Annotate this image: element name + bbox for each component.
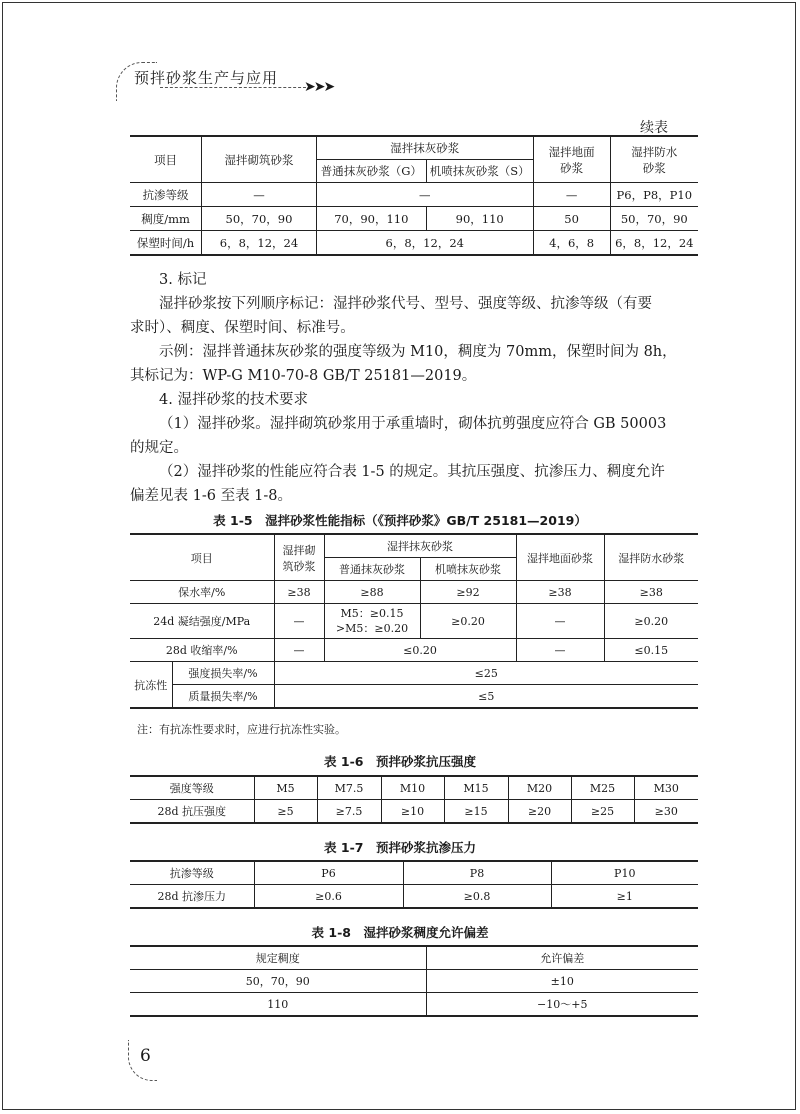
page-number: 6 — [140, 1046, 151, 1066]
header-masonry-line1: 湿拌砌 — [282, 543, 316, 557]
table-1-7 — [130, 860, 698, 909]
paragraph-line: 偏差见表 1-6 至表 1-8。 — [130, 488, 293, 504]
paragraph-line: （1）湿拌砂浆。湿拌砌筑砂浆用于承重墙时，砌体抗剪强度应符合 GB 50003 — [159, 416, 667, 432]
header-cell: M5 — [254, 776, 317, 800]
paragraph-line: 的规定。 — [130, 440, 188, 456]
cell-item: 24d 凝结强度/MPa — [130, 604, 274, 639]
cell-plaster-g-line1: M5：≥0.15 — [340, 607, 404, 620]
paragraph-line: 其标记为：WP-G M10-70-8 GB/T 25181—2019。 — [130, 368, 477, 384]
cell: ≥25 — [571, 800, 634, 824]
header-cell-water: 湿拌防水砂浆 — [604, 534, 698, 581]
cell-plaster: ≤0.20 — [324, 639, 516, 662]
cell-item: 质量损失率/% — [172, 685, 274, 709]
cell: 50，70，90 — [130, 970, 426, 993]
table-1-7-caption: 表 1-7 预拌砂浆抗渗压力 — [324, 840, 476, 855]
paragraph-line: （2）湿拌砂浆的性能应符合表 1-5 的规定。其抗压强度、抗渗压力、稠度允许 — [159, 464, 665, 480]
table-1-8-caption: 表 1-8 湿拌砂浆稠度允许偏差 — [311, 925, 489, 940]
header-dashed-line — [160, 87, 306, 88]
header-cell-plaster: 湿拌抹灰砂浆 — [316, 136, 533, 160]
cell: −10～+5 — [426, 993, 698, 1017]
cell-plaster-g: ≥88 — [324, 581, 420, 604]
cell-item: 稠度/mm — [130, 207, 202, 231]
header-cell-masonry — [274, 534, 324, 581]
table-1-5 — [130, 533, 698, 709]
cell: 28d 抗渗压力 — [130, 885, 254, 909]
header-water-line1: 湿拌防水 — [631, 144, 678, 159]
cell-masonry: — — [274, 604, 324, 639]
cell-plaster-g — [324, 604, 420, 639]
table-header-row — [130, 861, 698, 885]
table-row — [130, 604, 698, 639]
cell-plaster-g-line2: >M5：≥0.20 — [335, 622, 409, 635]
table-1-6-caption: 表 1-6 预拌砂浆抗压强度 — [324, 754, 476, 769]
cell: ±10 — [426, 970, 698, 993]
header-cell: M7.5 — [317, 776, 381, 800]
table-row — [130, 231, 698, 256]
table-row — [130, 662, 698, 685]
cell-masonry: — — [274, 639, 324, 662]
cell-plaster: — — [316, 183, 533, 207]
cell-water: 6，8，12，24 — [610, 231, 698, 256]
cell: ≥1 — [551, 885, 698, 909]
cell-masonry: ≥38 — [274, 581, 324, 604]
header-cell-plaster-s: 机喷抹灰砂浆 — [420, 558, 516, 581]
table-row — [130, 885, 698, 909]
cell-plaster-s: ≥92 — [420, 581, 516, 604]
table-1-6 — [130, 775, 698, 824]
cell-masonry: 50，70，90 — [202, 207, 317, 231]
cell-water: P6，P8，P10 — [610, 183, 698, 207]
running-header-title: 预拌砂浆生产与应用 — [134, 69, 279, 87]
cell-masonry: — — [202, 183, 317, 207]
header-cell: P8 — [403, 861, 551, 885]
cell-water: ≤0.15 — [604, 639, 698, 662]
cell-item: 保水率/% — [130, 581, 274, 604]
table-row — [130, 970, 698, 993]
header-cell: M30 — [634, 776, 698, 800]
table-row — [130, 639, 698, 662]
header-cell-plaster-s: 机喷抹灰砂浆（S） — [426, 160, 533, 183]
header-ground-line1: 湿拌地面 — [548, 144, 595, 159]
cell-plaster: 6，8，12，24 — [316, 231, 533, 256]
cell-ground: — — [516, 639, 604, 662]
cell-ground: 50 — [533, 207, 610, 231]
cell: 110 — [130, 993, 426, 1017]
header-cell: 允许偏差 — [426, 946, 698, 970]
cell-value: ≤25 — [274, 662, 698, 685]
header-cell: M25 — [571, 776, 634, 800]
cell: ≥0.6 — [254, 885, 403, 909]
paragraph-line: 湿拌砂浆按下列顺序标记：湿拌砂浆代号、型号、强度等级、抗渗等级（有要 — [159, 296, 652, 312]
cell-freeze-label: 抗冻性 — [130, 662, 172, 709]
header-cell-plaster-g: 普通抹灰砂浆（G） — [316, 160, 426, 183]
header-cell: P10 — [551, 861, 698, 885]
table-1-4-continued — [130, 135, 698, 256]
header-cell-ground — [533, 136, 610, 183]
cell-plaster-g: 70，90，110 — [316, 207, 426, 231]
header-masonry-line2: 筑砂浆 — [282, 559, 316, 573]
table-header-row — [130, 776, 698, 800]
table-row — [130, 183, 698, 207]
table-1-5-caption: 表 1-5 湿拌砂浆性能指标（《预拌砂浆》GB/T 25181—2019） — [213, 513, 587, 528]
table-row — [130, 685, 698, 709]
paragraph-line: 示例：湿拌普通抹灰砂浆的强度等级为 M10，稠度为 70mm，保塑时间为 8h， — [159, 344, 677, 360]
cell: ≥5 — [254, 800, 317, 824]
cell-plaster-s: ≥0.20 — [420, 604, 516, 639]
header-cell-plaster: 湿拌抹灰砂浆 — [324, 534, 516, 558]
header-water-line2: 砂浆 — [642, 160, 666, 175]
continued-label: 续表 — [640, 120, 668, 136]
header-cell-plaster-g: 普通抹灰砂浆 — [324, 558, 420, 581]
cell-water: ≥0.20 — [604, 604, 698, 639]
table-1-8 — [130, 945, 698, 1017]
paragraph-line: 求时）、稠度、保塑时间、标准号。 — [130, 320, 355, 336]
cell-plaster-s: 90，110 — [426, 207, 533, 231]
cell: ≥0.8 — [403, 885, 551, 909]
header-cell: 强度等级 — [130, 776, 254, 800]
table-row — [130, 800, 698, 824]
cell-water: 50，70，90 — [610, 207, 698, 231]
cell-water: ≥38 — [604, 581, 698, 604]
cell-ground: — — [516, 604, 604, 639]
cell-value: ≤5 — [274, 685, 698, 709]
header-cell-masonry: 湿拌砌筑砂浆 — [202, 136, 317, 183]
cell-ground: 4，6，8 — [533, 231, 610, 256]
table-header-row — [130, 946, 698, 970]
section-4-heading: 4. 湿拌砂浆的技术要求 — [159, 392, 308, 408]
cell: ≥15 — [444, 800, 508, 824]
cell-item: 保塑时间/h — [130, 231, 202, 256]
cell-item: 强度损失率/% — [172, 662, 274, 685]
header-cell: M15 — [444, 776, 508, 800]
cell: ≥20 — [508, 800, 571, 824]
cell-masonry: 6，8，12，24 — [202, 231, 317, 256]
cell-ground: ≥38 — [516, 581, 604, 604]
header-arrows-icon: ➤➤➤ — [304, 79, 334, 95]
header-cell: 抗渗等级 — [130, 861, 254, 885]
header-ground-line2: 砂浆 — [560, 160, 584, 175]
header-cell: 规定稠度 — [130, 946, 426, 970]
table-row — [130, 993, 698, 1017]
cell: 28d 抗压强度 — [130, 800, 254, 824]
cell-item: 抗渗等级 — [130, 183, 202, 207]
cell: ≥7.5 — [317, 800, 381, 824]
header-cell-item: 项目 — [130, 534, 274, 581]
header-cell: P6 — [254, 861, 403, 885]
section-3-heading: 3. 标记 — [159, 272, 207, 288]
cell-ground: — — [533, 183, 610, 207]
table-row — [130, 581, 698, 604]
header-cell-item: 项目 — [130, 136, 202, 183]
body-text — [130, 268, 690, 508]
cell: ≥10 — [381, 800, 444, 824]
cell: ≥30 — [634, 800, 698, 824]
header-cell: M10 — [381, 776, 444, 800]
table-1-5-note: 注：有抗冻性要求时，应进行抗冻性实验。 — [137, 723, 346, 736]
header-cell: M20 — [508, 776, 571, 800]
header-cell-water — [610, 136, 698, 183]
header-cell-ground: 湿拌地面砂浆 — [516, 534, 604, 581]
table-row — [130, 207, 698, 231]
cell-item: 28d 收缩率/% — [130, 639, 274, 662]
